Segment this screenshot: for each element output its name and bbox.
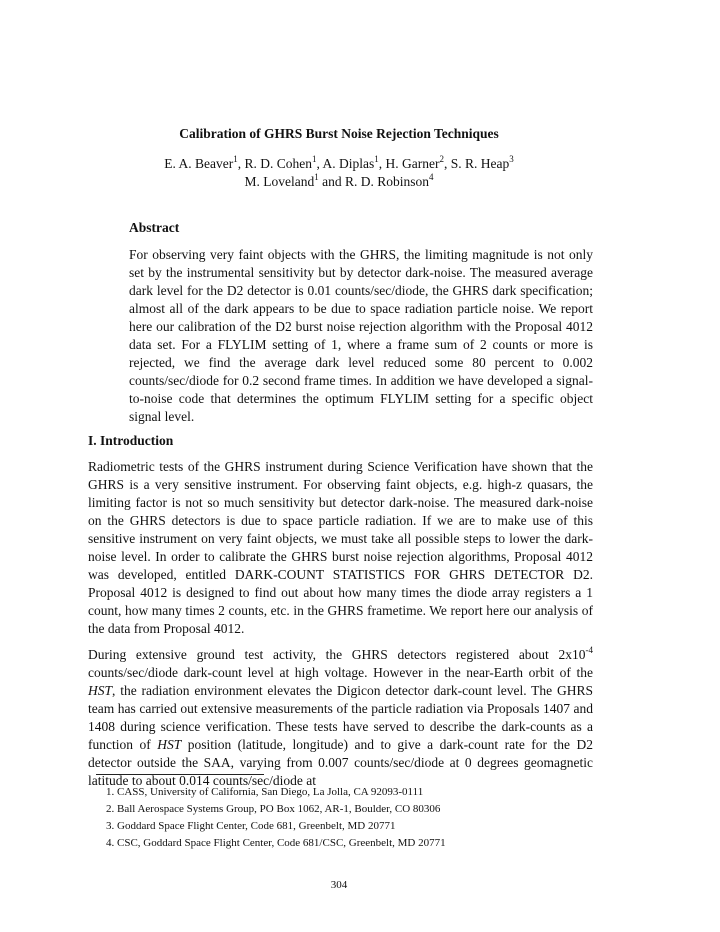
author-name: H. Garner [385, 156, 440, 171]
author-affiliation-mark: 3 [509, 153, 514, 164]
author-name: M. Loveland [244, 174, 315, 189]
hst-italic: HST [88, 683, 113, 698]
introduction-heading: I. Introduction [88, 433, 174, 448]
page-number: 304 [330, 879, 348, 891]
exponent: -4 [585, 644, 593, 655]
author-name: R. D. Robinson [344, 174, 429, 189]
author-affiliation-mark: 1 [233, 153, 238, 164]
hst-italic: HST [157, 737, 182, 752]
author-block [0, 155, 678, 191]
author-separator: and [318, 174, 345, 189]
author-separator: , [443, 156, 451, 171]
author-name: R. D. Cohen [244, 156, 312, 171]
footnote-divider [96, 774, 264, 775]
introduction-paragraph-2 [88, 646, 593, 790]
author-separator: , [378, 156, 386, 171]
author-affiliation-mark: 4 [429, 171, 434, 182]
author-affiliation-mark: 2 [439, 153, 444, 164]
author-name: A. Diplas [322, 156, 375, 171]
footnote-item: 1. CASS, University of California, San Diego, La Jolla, CA 92093-0111 [106, 786, 424, 798]
footnote-item: 2. Ball Aerospace Systems Group, PO Box 1062, AR-1, Boulder, CO 80306 [106, 803, 441, 815]
footnote-list [106, 784, 586, 852]
paragraph-text: counts/sec/diode dark-count level at high voltage. However in the near-Earth orbit of the [88, 665, 593, 680]
paragraph-text: , the radiation environment elevates the Digicon detector dark-count level. The GHRS team has carried out extensive measurements of the particle radiation via Proposals 1407 and 1408 during science verification. These tests have served to describe the dark-counts as a function of [88, 683, 593, 752]
abstract-heading: Abstract [129, 220, 180, 235]
author-affiliation-mark: 1 [311, 153, 317, 164]
author-name: S. R. Heap [450, 156, 510, 171]
footnote-item: 4. CSC, Goddard Space Flight Center, Code 681/CSC, Greenbelt, MD 20771 [106, 837, 446, 849]
author-separator: , [316, 156, 323, 171]
author-affiliation-mark: 1 [314, 171, 319, 182]
author-line-2 [0, 173, 678, 191]
paragraph-text: position (latitude, longitude) and to give a dark-count rate for the D2 detector outside the SAA, varying from 0.007 counts/sec/diode at 0 degrees geomagnetic latitude to about 0.014 counts/sec/diode at [88, 737, 593, 788]
paragraph-text: During extensive ground test activity, the GHRS detectors registered about 2x10 [88, 647, 586, 662]
introduction-paragraph-1: Radiometric tests of the GHRS instrument during Science Verification have shown that the GHRS is a very sensitive instrument. For observing faint objects, e.g. high-z quasars, the limiting factor is not so much sensitivity but detector dark-noise. The measured dark-noise on the GHRS detectors is due to space particle radiation. If we are to make use of this sensitive instrument on very faint objects, we must take all possible steps to lower the dark-noise level. In order to calibrate the GHRS burst noise rejection algorithms, Proposal 4012 was developed, entitled DARK-COUNT STATISTICS FOR GHRS DETECTOR D2. Proposal 4012 is designed to find out about how many times the diode array registers a 1 count, how many times 2 counts, etc. in the GHRS frametime. We report here our analysis of the data from Proposal 4012. [88, 459, 593, 636]
author-name: E. A. Beaver [164, 156, 234, 171]
paper-title: Calibration of GHRS Burst Noise Rejection Techniques [179, 126, 499, 141]
author-separator: , [237, 156, 245, 171]
author-line-1 [0, 155, 678, 173]
abstract-text: For observing very faint objects with the GHRS, the limiting magnitude is not only set by the instrumental sensitivity but by detector dark-noise. The measured average dark level for the D2 detector is 0.01 counts/sec/diode, the GHRS dark specification; almost all of the dark appears to be due to space radiation particle noise. We report here our calibration of the D2 burst noise rejection algorithm with the Proposal 4012 data set. For a FLYLIM setting of 1, where a frame sum of 2 counts or more is rejected, we find the average dark level reduced some 80 percent to 0.002 counts/sec/diode for 0.2 second frame times. In addition we have developed a signal-to-noise code that determines the optimum FLYLIM setting for a specific object signal level. [129, 247, 593, 424]
author-affiliation-mark: 1 [374, 153, 379, 164]
footnote-item: 3. Goddard Space Flight Center, Code 681, Greenbelt, MD 20771 [106, 820, 396, 832]
